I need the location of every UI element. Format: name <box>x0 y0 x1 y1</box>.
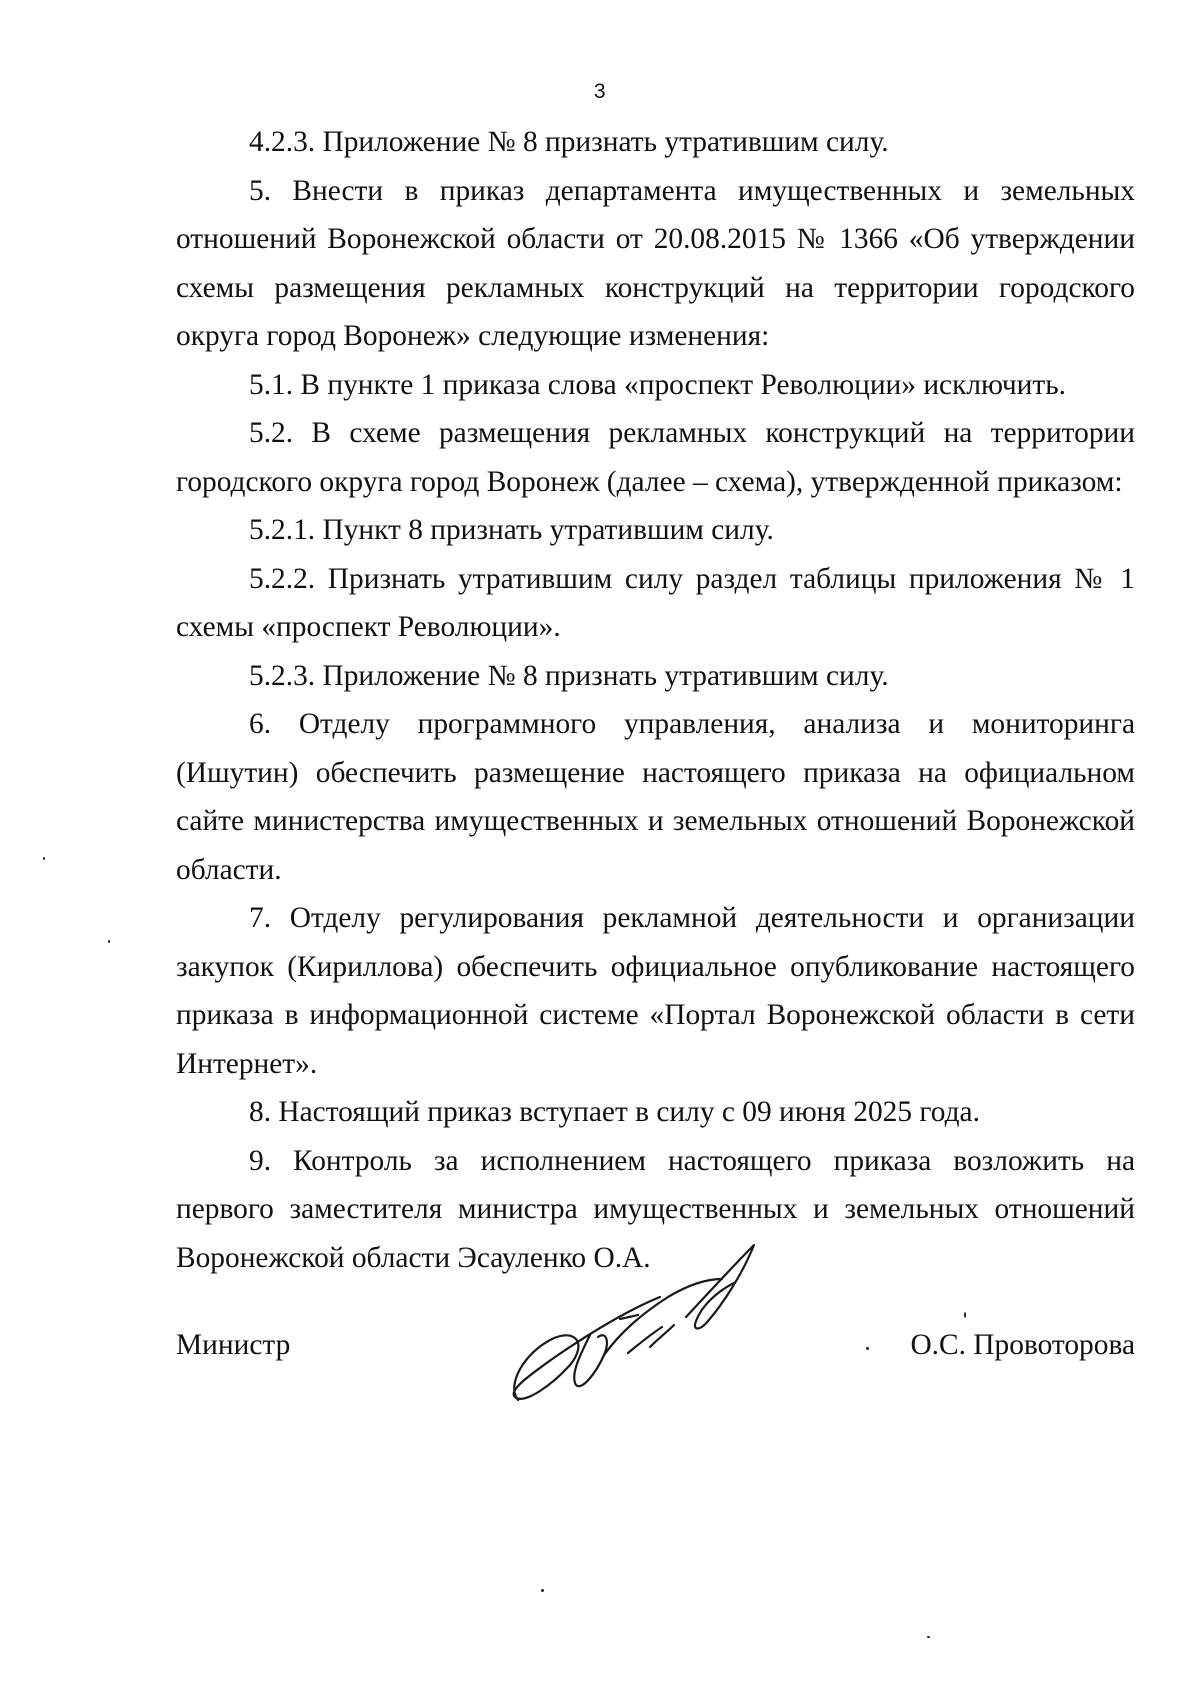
page-number: 3 <box>593 80 607 103</box>
paragraph-5-1: 5.1. В пункте 1 приказа слова «проспект Революции» исключить. <box>249 368 1066 401</box>
scan-speck <box>43 857 45 860</box>
paragraph-5-2-1: 5.2.1. Пункт 8 признать утратившим силу. <box>249 514 774 546</box>
signer-title: Министр <box>176 1329 291 1361</box>
paragraph-5-2: 5.2. В схеме размещения рекламных конструкций на территории городского округа город Воронеж (далее – схема), утвержденной приказом: <box>176 417 1135 498</box>
paragraph-5-2-2: 5.2.2. Признать утратившим силу раздел таблицы приложения № 1 схемы «проспект Революции». <box>176 562 1135 643</box>
paragraph-8: 8. Настоящий приказ вступает в силу с 09 июня 2025 года. <box>249 1096 980 1128</box>
paragraph-7: 7. Отделу регулирования рекламной деятельности и организации закупок (Кириллова) обеспечить официальное опубликование настоящего приказа в информационной системе «Портал Воронежской области в сети Интернет». <box>176 902 1135 1080</box>
handwritten-signature <box>500 1235 790 1410</box>
paragraph-5: 5. Внести в приказ департамента имущественных и земельных отношений Воронежской области от 20.08.2015 № 1366 «Об утверждении схемы размещения рекламных конструкций на территории городского округа город Воронеж» следующие изменения: <box>176 174 1135 352</box>
document-body <box>176 118 1135 1282</box>
scan-speck <box>927 1636 930 1638</box>
paragraph-9: 9. Контроль за исполнением настоящего приказа возложить на первого заместителя министра имущественных и земельных отношений Воронежской области Эсауленко О.А. <box>176 1144 1135 1274</box>
signer-name: О.С. Провоторова <box>910 1329 1135 1361</box>
scan-speck <box>866 1347 869 1350</box>
paragraph-4-2-3: 4.2.3. Приложение № 8 признать утратившим силу. <box>249 126 889 158</box>
paragraph-6: 6. Отделу программного управления, анализа и мониторинга (Ишутин) обеспечить размещение настоящего приказа на официальном сайте министерства имущественных и земельных отношений Воронежской области. <box>176 708 1135 886</box>
scan-speck <box>964 1312 966 1318</box>
scan-speck <box>108 940 110 943</box>
scan-speck <box>541 1589 544 1592</box>
paragraph-5-2-3: 5.2.3. Приложение № 8 признать утратившим силу. <box>249 659 889 692</box>
